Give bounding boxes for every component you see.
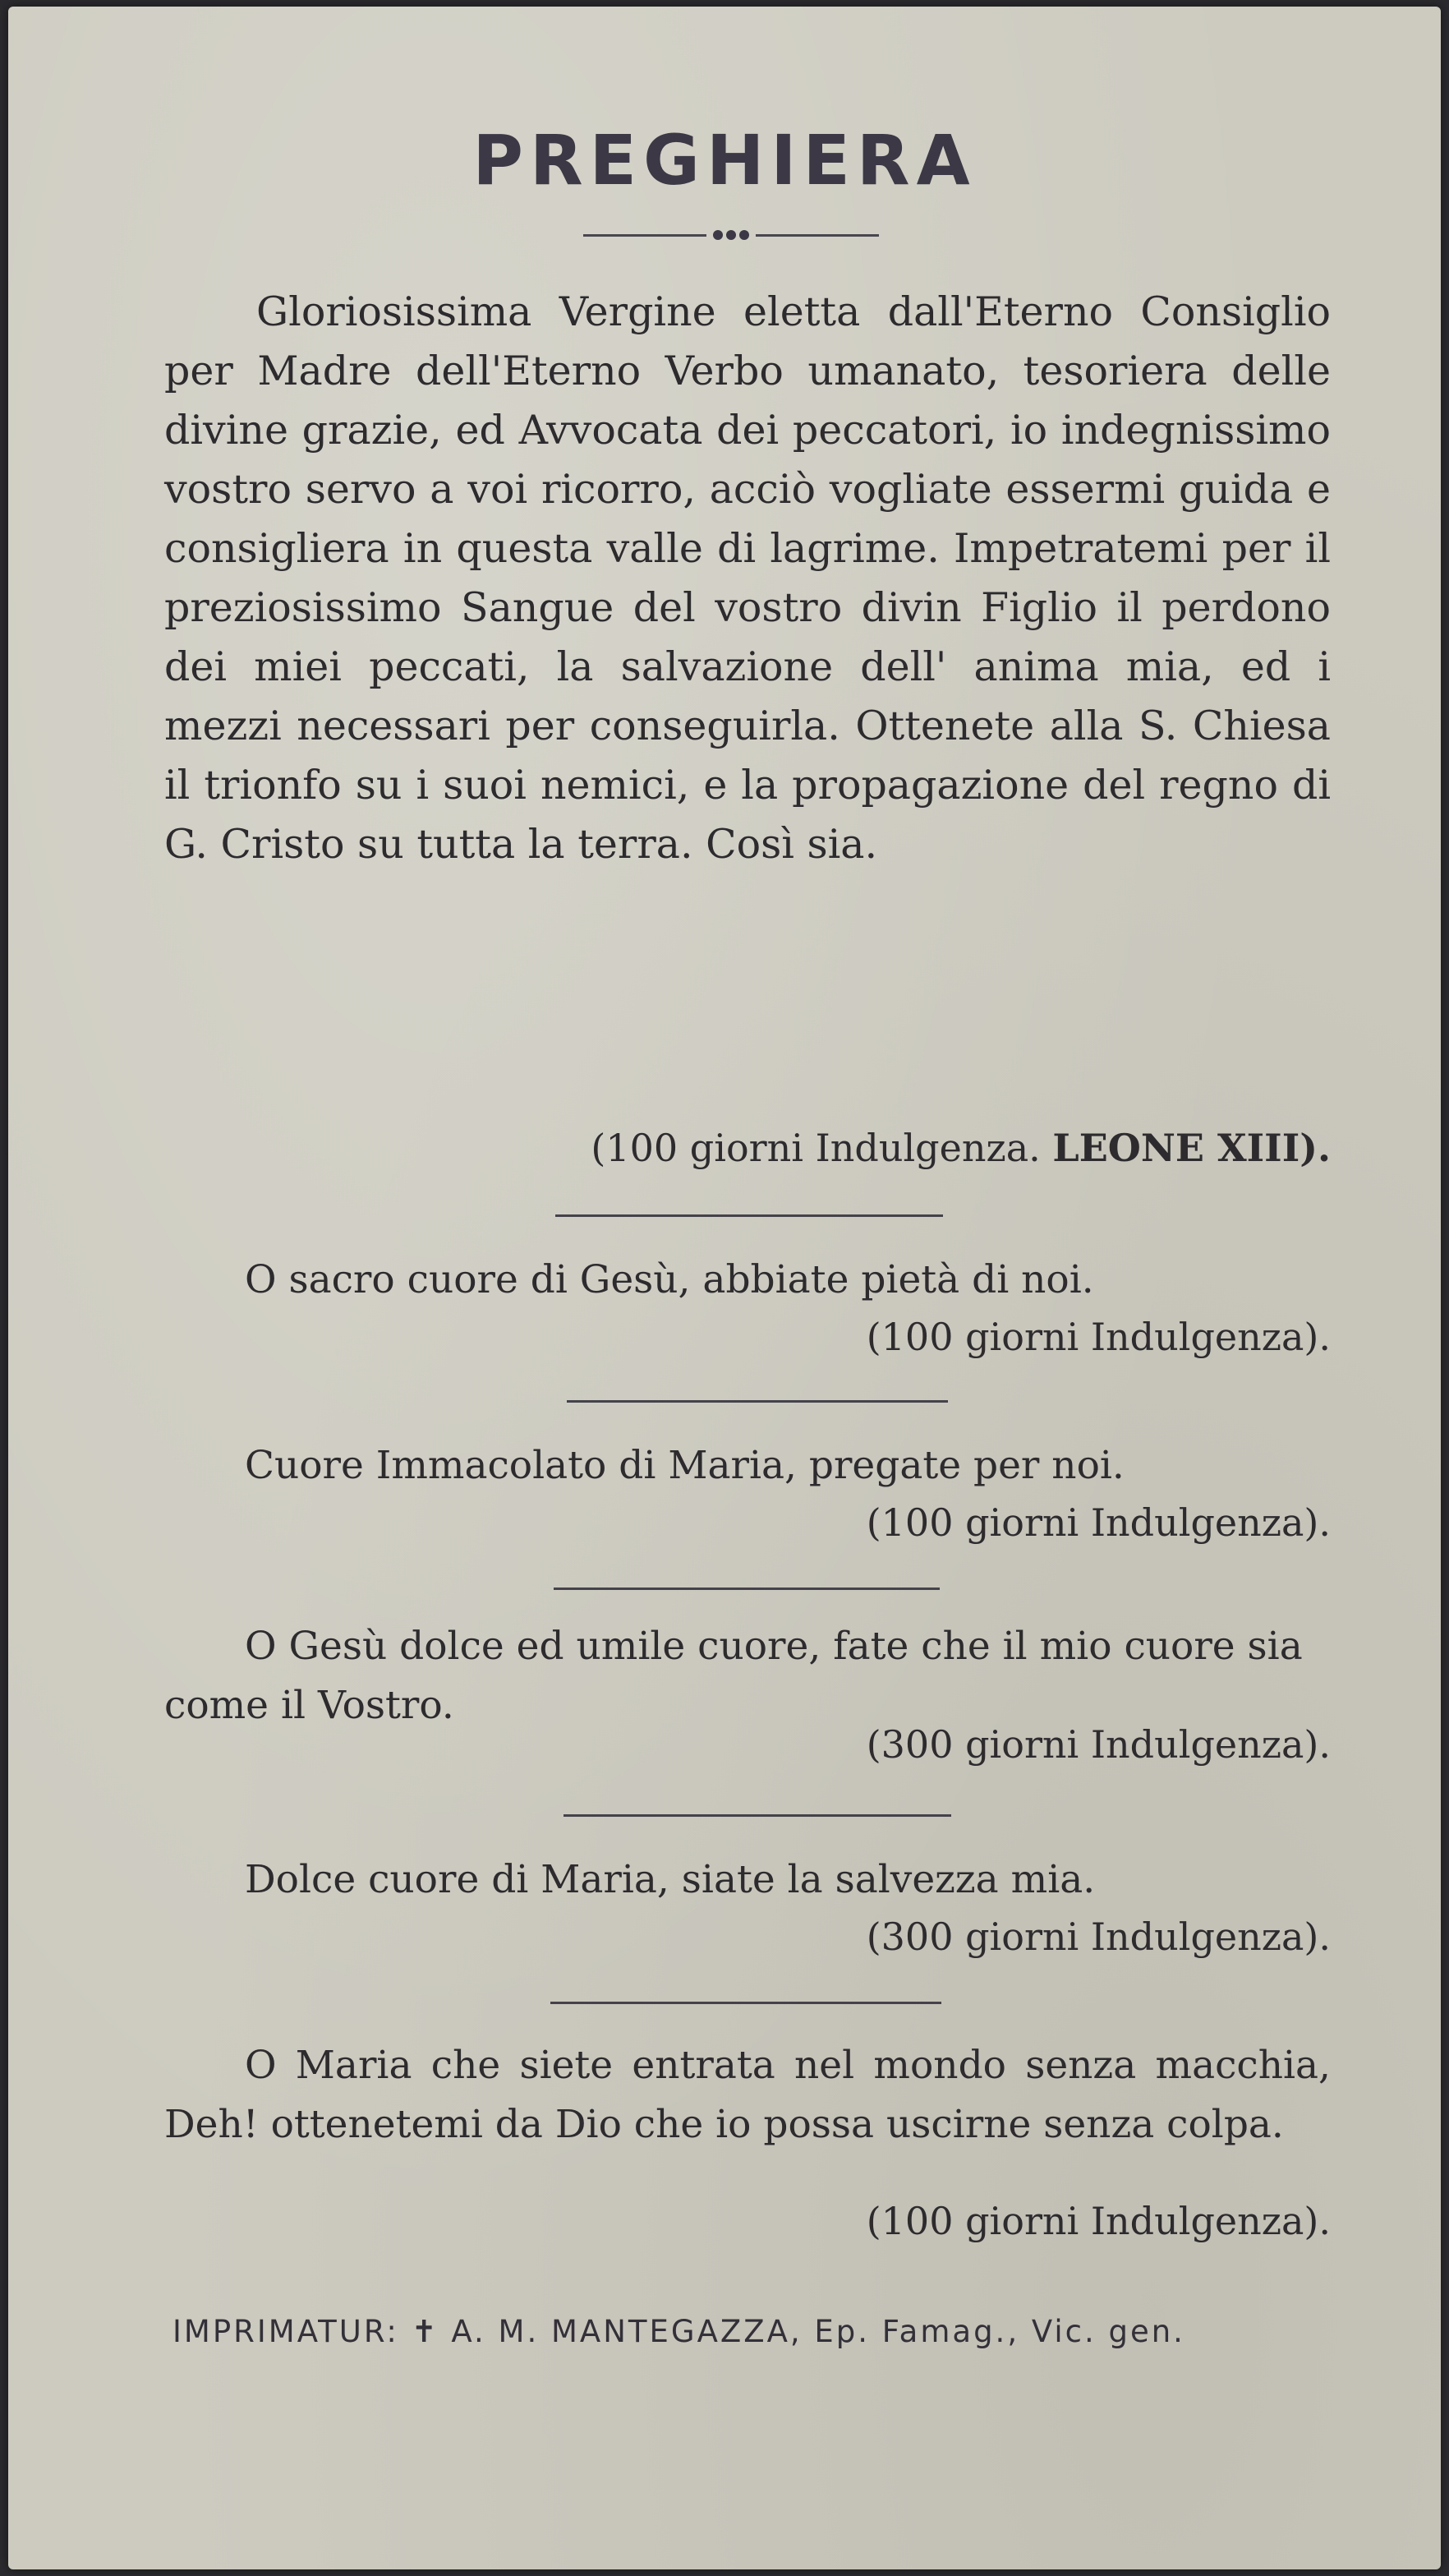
ornament-dot <box>739 230 749 240</box>
main-indulgence-text: (100 giorni Indulgenza. <box>591 1126 1041 1170</box>
invocation-indulgence: (100 giorni Indulgenza). <box>866 1315 1331 1359</box>
invocation-text: O sacro cuore di Gesù, abbiate pietà di noi. <box>245 1257 1094 1302</box>
invocation-indulgence: (100 giorni Indulgenza). <box>866 2199 1331 2243</box>
invocation-indulgence: (300 giorni Indulgenza). <box>866 1722 1331 1767</box>
ornament-line-left <box>583 234 706 237</box>
ornament-dot <box>713 230 723 240</box>
prayer-card <box>8 7 1441 2569</box>
main-prayer-text: Gloriosissima Vergine eletta dall'Eterno Consiglio per Madre dell'Eterno Verbo umanato, tesoriera delle divine grazie, ed Avvocata dei peccatori, io indegnissimo vostro servo a voi ricorro, acciò vogliate essermi guida e consigliera in questa valle di lagrime. Impetratemi per il preziosissimo Sangue del vostro divin Figlio il perdono dei miei peccati, la salvazione dell' anima mia, ed i mezzi necessari per conseguirla. Ottenete alla S. Chiesa il trionfo su i suoi nemici, e la propagazione del regno di G. Cristo su tutta la terra. Così sia. <box>164 288 1331 868</box>
main-indulgence-author: LEONE XIII). <box>1052 1126 1331 1170</box>
invocation-text: Cuore Immacolato di Maria, pregate per noi. <box>245 1443 1125 1488</box>
separator-line <box>550 2002 941 2004</box>
invocation-indulgence: (300 giorni Indulgenza). <box>866 1915 1331 1959</box>
invocation-text: Dolce cuore di Maria, siate la salvezza mia. <box>245 1857 1096 1902</box>
ornament-dot <box>726 230 736 240</box>
separator-line <box>564 1814 951 1817</box>
separator-line <box>555 1214 943 1217</box>
ornament-line-right <box>756 234 879 237</box>
invocation-text: O Gesù dolce ed umile cuore, fate che il mio cuore sia come il Vostro. <box>164 1624 1303 1728</box>
imprimatur-line: IMPRIMATUR: ✝ A. M. MANTEGAZZA, Ep. Famag., Vic. gen. <box>172 2314 1185 2349</box>
invocation-indulgence: (100 giorni Indulgenza). <box>866 1500 1331 1545</box>
page-title: PREGHIERA <box>472 120 977 200</box>
main-indulgence-note <box>164 1126 1331 1170</box>
title-ornament <box>583 227 879 243</box>
invocation-text: O Maria che siete entrata nel mondo senza macchia, Deh! ottenetemi da Dio che io possa uscirne senza colpa. <box>164 2043 1331 2147</box>
separator-line <box>554 1588 940 1590</box>
separator-line <box>567 1400 948 1403</box>
